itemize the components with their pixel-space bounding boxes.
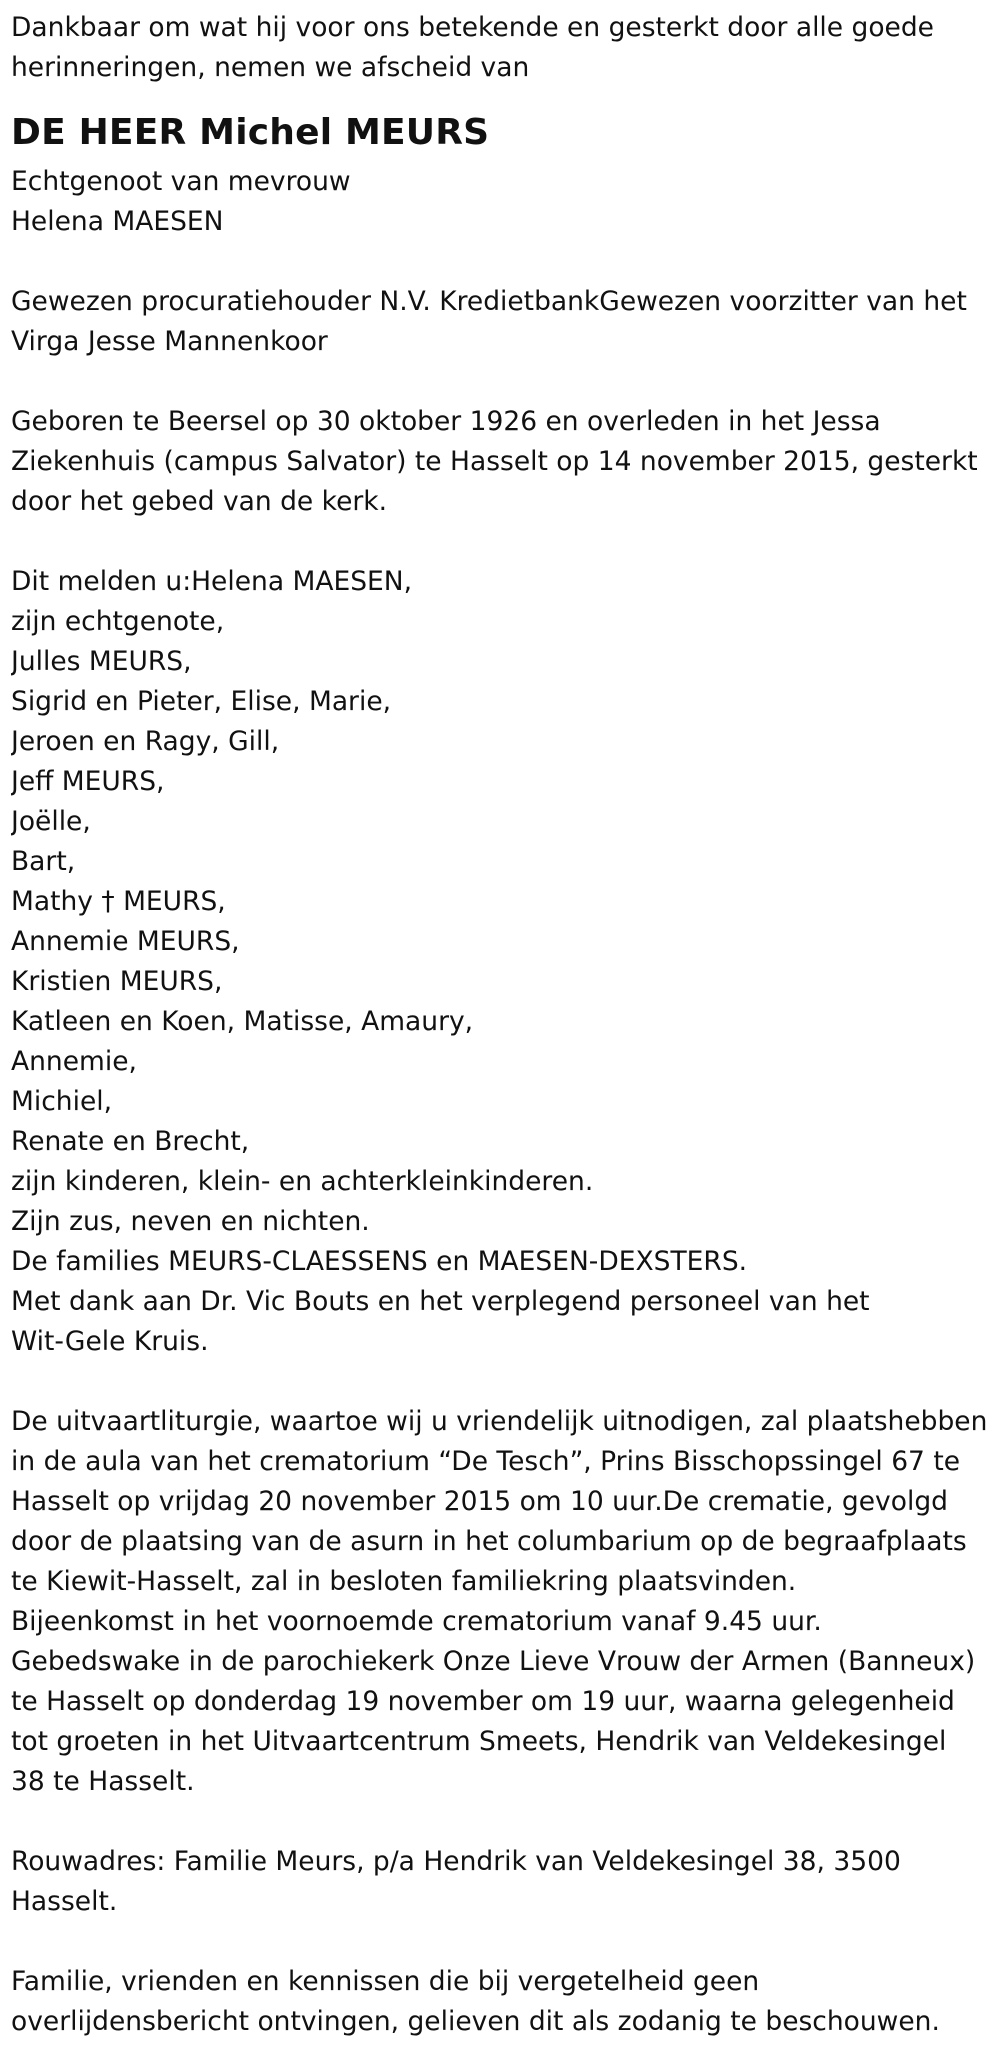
intro-line: Dankbaar om wat hij voor ons betekende en gesterkt door alle goede bbox=[11, 12, 934, 43]
paragraph-gap bbox=[11, 362, 990, 402]
funeral-line: te Hasselt op donderdag 19 november om 19 uur, waarna gelegenheid bbox=[11, 1686, 955, 1717]
funeral-line: Bijeenkomst in het voornoemde crematorium vanaf 9.45 uur. bbox=[11, 1606, 822, 1637]
family-line: Wit-Gele Kruis. bbox=[11, 1326, 209, 1357]
family-line: Jeff MEURS, bbox=[11, 766, 165, 797]
funeral-line: tot groeten in het Uitvaartcentrum Smeets, Hendrik van Veldekesingel bbox=[11, 1726, 947, 1757]
family-line: zijn kinderen, klein- en achterkleinkinderen. bbox=[11, 1166, 594, 1197]
birth-death-line: Geboren te Beersel op 30 oktober 1926 en overleden in het Jessa bbox=[11, 406, 881, 437]
family-line: Mathy † MEURS, bbox=[11, 886, 226, 917]
family-line: De families MEURS-CLAESSENS en MAESEN-DEXSTERS. bbox=[11, 1246, 748, 1277]
family-line: Michiel, bbox=[11, 1086, 113, 1117]
spouse-text bbox=[11, 162, 990, 242]
intro-line: herinneringen, nemen we afscheid van bbox=[11, 52, 530, 83]
funeral-details bbox=[11, 1402, 990, 1802]
funeral-line: Gebedswake in de parochiekerk Onze Lieve Vrouw der Armen (Banneux) bbox=[11, 1646, 976, 1677]
family-line: Jeroen en Ragy, Gill, bbox=[11, 726, 280, 757]
paragraph-gap bbox=[11, 1362, 990, 1402]
closing-line: Familie, vrienden en kennissen die bij vergetelheid geen bbox=[11, 1966, 760, 1997]
birth-death-line: door het gebed van de kerk. bbox=[11, 486, 388, 517]
funeral-line: Hasselt op vrijdag 20 november 2015 om 10 uur.De crematie, gevolgd bbox=[11, 1486, 948, 1517]
family-line: Annemie MEURS, bbox=[11, 926, 240, 957]
family-line: Annemie, bbox=[11, 1046, 137, 1077]
paragraph-gap bbox=[11, 242, 990, 282]
family-line: Joëlle, bbox=[11, 806, 91, 837]
birth-death-text bbox=[11, 402, 990, 522]
family-line: Katleen en Koen, Matisse, Amaury, bbox=[11, 1006, 474, 1037]
intro-text bbox=[11, 8, 990, 88]
address-line: Rouwadres: Familie Meurs, p/a Hendrik van Veldekesingel 38, 3500 bbox=[11, 1846, 901, 1877]
birth-death-line: Ziekenhuis (campus Salvator) te Hasselt op 14 november 2015, gesterkt bbox=[11, 446, 978, 477]
funeral-line: in de aula van het crematorium “De Tesch”, Prins Bisschopssingel 67 te bbox=[11, 1446, 961, 1477]
paragraph-gap bbox=[11, 1802, 990, 1842]
family-line: Renate en Brecht, bbox=[11, 1126, 250, 1157]
paragraph-gap bbox=[11, 522, 990, 562]
family-line: zijn echtgenote, bbox=[11, 606, 225, 637]
career-line: Virga Jesse Mannenkoor bbox=[11, 326, 328, 357]
closing-text bbox=[11, 1962, 990, 2042]
funeral-line: 38 te Hasselt. bbox=[11, 1766, 195, 1797]
family-line: Julles MEURS, bbox=[11, 646, 192, 677]
family-line: Met dank aan Dr. Vic Bouts en het verplegend personeel van het bbox=[11, 1286, 870, 1317]
funeral-line: te Kiewit-Hasselt, zal in besloten familiekring plaatsvinden. bbox=[11, 1566, 797, 1597]
family-line: Dit melden u:Helena MAESEN, bbox=[11, 566, 413, 597]
family-line: Sigrid en Pieter, Elise, Marie, bbox=[11, 686, 392, 717]
paragraph-gap bbox=[11, 1922, 990, 1962]
family-line: Kristien MEURS, bbox=[11, 966, 223, 997]
family-list bbox=[11, 562, 990, 1362]
family-line: Bart, bbox=[11, 846, 76, 877]
family-line: Zijn zus, neven en nichten. bbox=[11, 1206, 370, 1237]
career-text bbox=[11, 282, 990, 362]
closing-line: overlijdensbericht ontvingen, gelieven dit als zodanig te beschouwen. bbox=[11, 2006, 940, 2037]
address-line: Hasselt. bbox=[11, 1886, 118, 1917]
spouse-line: Echtgenoot van mevrouw bbox=[11, 166, 351, 197]
funeral-line: De uitvaartliturgie, waartoe wij u vriendelijk uitnodigen, zal plaatshebben bbox=[11, 1406, 988, 1437]
funeral-line: door de plaatsing van de asurn in het columbarium op de begraafplaats bbox=[11, 1526, 967, 1557]
career-line: Gewezen procuratiehouder N.V. KredietbankGewezen voorzitter van het bbox=[11, 286, 967, 317]
spouse-line: Helena MAESEN bbox=[11, 206, 224, 237]
deceased-name: DE HEER Michel MEURS bbox=[11, 112, 490, 153]
mourning-address bbox=[11, 1842, 990, 1922]
